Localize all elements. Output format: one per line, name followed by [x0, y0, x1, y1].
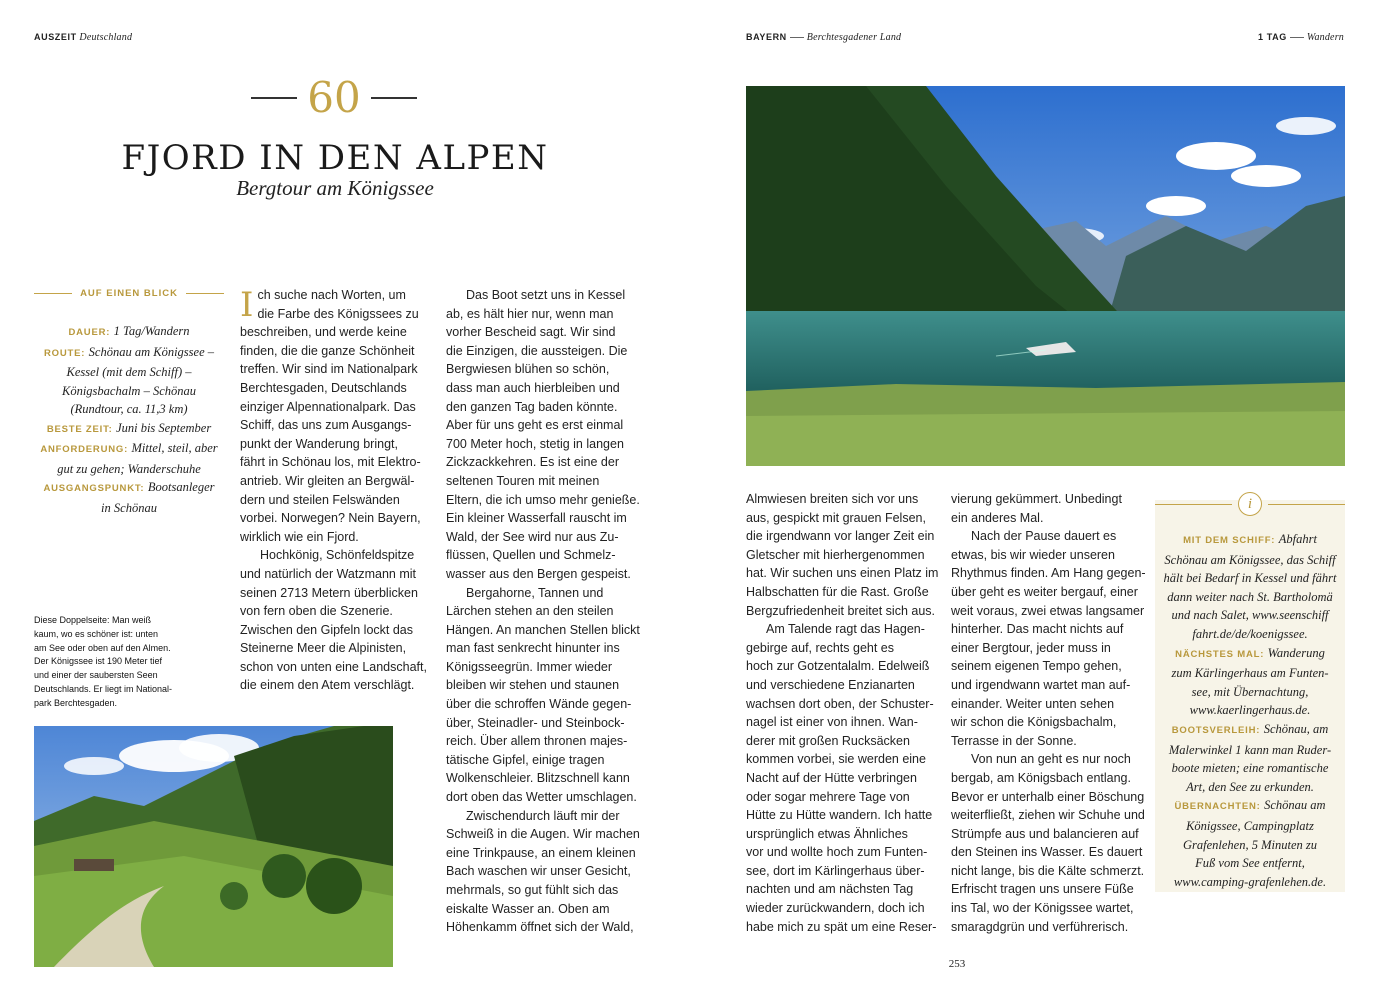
text-line: seinen 2713 Metern überblicken: [240, 585, 418, 600]
article-column-4: [951, 490, 1146, 936]
text-line: den Steinen ins Wasser. Es dauert: [951, 845, 1143, 860]
info-line: Art, den See zu erkunden.: [1186, 779, 1314, 794]
text-line: Aber für uns geht es erst einmal: [446, 418, 624, 433]
text-line: Nacht auf der Hütte verbringen: [746, 770, 917, 785]
text-line: beschreiben, und werde keine: [240, 325, 407, 340]
glance-line: DAUER: 1 Tag/Wandern: [68, 324, 190, 338]
info-line: www.camping-grafenlehen.de.: [1173, 874, 1327, 889]
text-line: über geht es weiter bergauf, einer: [951, 584, 1138, 599]
text-line: 700 Meter hoch, stetig in langen: [446, 436, 624, 451]
caption-line: kaum, wo es schöner ist: unten: [34, 628, 159, 639]
text-line: nachten und am nächsten Tag: [746, 882, 914, 897]
article-column-2: [446, 286, 640, 937]
text-line: tätische Gipfel, einige tragen: [446, 752, 605, 767]
text-line: wasser aus den Bergen gespeist.: [446, 566, 631, 581]
text-line: nicht lange, bis die Kälte schmerzt.: [951, 863, 1145, 878]
text-line: nagel ist einer von ihnen. Wan-: [746, 715, 918, 730]
caption-line: park Berchtesgaden.: [34, 697, 118, 708]
text-line: Königsseegrün. Immer wieder: [446, 659, 613, 674]
caption-line: Diese Doppelseite: Man weiß: [34, 615, 152, 625]
text-line: eine Trinkpause, an einem kleinen: [446, 845, 636, 860]
meadow-photo: [34, 726, 393, 967]
info-line: dann weiter nach St. Bartholomä: [1167, 589, 1333, 604]
text-line: Schweiß in die Augen. Wir machen: [446, 827, 640, 842]
page-number: 253: [948, 958, 966, 970]
text-line: oder sogar mehrere Tage von: [746, 789, 910, 804]
text-line: eiskalte Wasser an. Oben am: [446, 901, 610, 916]
text-line: vierung gekümmert. Unbedingt: [951, 492, 1122, 506]
info-line: BOOTSVERLEIH: Schönau, am: [1171, 721, 1329, 736]
glance-line: Kessel (mit dem Schiff) –: [66, 365, 192, 379]
glance-facts: [34, 322, 224, 517]
info-line: ÜBERNACHTEN: Schönau am: [1174, 798, 1326, 813]
text-line: Zwischen den Gipfeln lockt das: [240, 622, 414, 637]
info-line: Schönau am Königssee, das Schiff: [1164, 552, 1336, 567]
text-line: flüssen, Quellen und Schmelz-: [446, 548, 616, 563]
text-line: mehrmals, so gut fühlt sich das: [446, 883, 619, 897]
text-line: treffen. Wir sind im Nationalpark: [240, 362, 418, 377]
drop-cap: I: [240, 285, 254, 325]
text-line: finden, die die ganze Schönheit: [240, 343, 415, 358]
text-line: und natürlich der Watzmann mit: [240, 566, 417, 581]
text-line: Wald, der See wird nur aus Zu-: [446, 529, 619, 544]
text-line: Nach der Pause dauert es: [971, 529, 1117, 544]
info-line: Fuß vom See entfernt,: [1195, 856, 1305, 871]
info-line: Königssee, Campingplatz: [1186, 818, 1314, 833]
text-line: vor und wollte hoch zum Funten-: [746, 845, 928, 860]
text-line: von fern oben die Szenerie.: [240, 604, 393, 619]
text-line: Hängen. An manchen Stellen blickt: [446, 622, 640, 637]
info-line: und nach Salet, www.seenschiff: [1171, 608, 1329, 623]
caption-line: am See oder oben auf den Almen.: [34, 642, 171, 653]
running-header-left: AUSZEIT Deutschland: [34, 32, 133, 43]
text-line: hat. Wir suchen uns einen Platz im: [746, 566, 939, 581]
text-line: wirklich wie ein Fjord.: [240, 529, 359, 544]
caption-line: Deutschlands. Er liegt im National-: [34, 683, 173, 694]
info-line: Grafenlehen, 5 Minuten zu: [1182, 837, 1317, 852]
text-line: über, Steinadler- und Steinbock-: [446, 715, 625, 730]
text-line: wir schon die Königsbachalm,: [951, 715, 1117, 730]
text-line: weit voraus, zwei etwas langsamer: [951, 603, 1145, 618]
text-line: Halbschatten für die Rast. Große: [746, 584, 929, 599]
glance-line: in Schönau: [101, 500, 157, 515]
glance-heading: AUF EINEN BLICK: [34, 288, 224, 299]
text-line: seinem eigenen Tempo gehen,: [951, 659, 1122, 674]
info-line: hält bei Bedarf in Kessel und fährt: [1163, 571, 1337, 586]
glance-line: BESTE ZEIT: Juni bis September: [46, 420, 212, 435]
text-line: Am Talende ragt das Hagen-: [766, 622, 925, 637]
text-line: smaragdgrün und verführerisch.: [951, 919, 1129, 934]
text-line: dass man auch hierbleiben und: [446, 380, 620, 395]
info-line: NÄCHSTES MAL: Wanderung: [1175, 645, 1325, 660]
text-line: Ein kleiner Wasserfall rauscht im: [446, 511, 627, 526]
text-line: Bergahorne, Tannen und: [466, 585, 604, 600]
text-line: wachsen dort oben, der Schuster-: [746, 696, 934, 711]
page-subtitle: Bergtour am Königssee: [236, 176, 434, 200]
text-line: den ganzen Tag baden könnte.: [446, 399, 618, 414]
text-line: Almwiesen breiten sich vor uns: [746, 492, 919, 506]
text-line: hinterher. Das macht nichts auf: [951, 622, 1124, 637]
info-icon: i: [1238, 492, 1262, 516]
text-line: ursprünglich etwas Ähnliches: [746, 826, 908, 841]
article-column-3: [746, 490, 939, 936]
koenigssee-photo: [746, 86, 1345, 466]
info-box-header: [1155, 492, 1345, 516]
glance-line: (Rundtour, ca. 11,3 km): [70, 402, 188, 416]
tour-number: 60: [250, 72, 418, 124]
text-line: wieder zurückwandern, doch ich: [746, 901, 925, 916]
info-line: fahrt.de/de/koenigssee.: [1192, 626, 1308, 641]
text-line: einer Bergtour, jeder muss in: [951, 640, 1111, 655]
text-line: seltenen Touren mit meinen: [446, 473, 600, 488]
running-header-right: 1 TAG Wandern: [1258, 32, 1344, 43]
info-line: Malerwinkel 1 kann man Ruder-: [1168, 742, 1332, 757]
text-line: Bach waschen wir unser Gesicht,: [446, 864, 631, 879]
text-line: Gletscher mit hierhergenommen: [746, 547, 925, 562]
text-line: vorbei. Norwegen? Nein Bayern,: [240, 511, 421, 526]
text-line: Schiff, das uns zum Ausgangs-: [240, 418, 412, 433]
caption-line: und einer der saubersten Seen: [34, 670, 158, 681]
page-title: FJORD IN DEN ALPEN: [121, 138, 549, 178]
text-line: kommen vorbei, sie werden eine: [746, 752, 926, 767]
text-line: und irgendwann wartet man auf-: [951, 677, 1131, 692]
text-line: Von nun an geht es nur noch: [971, 752, 1131, 767]
text-line: man fast senkrecht hinunter ins: [446, 641, 620, 656]
text-line: Das Boot setzt uns in Kessel: [466, 288, 626, 302]
text-line: dern und steilen Felswänden: [240, 492, 400, 507]
text-line: Steinerne Meer die Alpinisten,: [240, 641, 407, 656]
article-column-1: I ch suche nach Worten, um die Farbe des Königssees zu beschreiben, und werde keine finden, die die ganze Schönheit treffen. Wir sind im Nationalpark Berchtesgaden, Deutschlands einziger Alpennationalpark. Das Schiff, das uns zum Ausgangs- punkt der Wanderung bringt, fährt in Schönau los, mit Elektro- antrieb. Wir gleiten an Bergwäl- dern und steilen Felswänden vorbei. Norwegen? Nein Bayern, wirklich wie ein Fjord. Hochkönig, Schönfeldspitze und natürlich der Watzmann mit seinen 2713 Metern überblicken von fern oben die Szenerie. Zwischen den Gipfeln lockt das Steinerne Meer die Alpinisten, schon von unten eine Landschaft, die einem den Atem verschlägt.: [240, 286, 430, 695]
text-line: Hütte zu Hütte wandern. Ich hatte: [746, 808, 933, 823]
text-line: Wolkenschleier. Blitzschnell kann: [446, 771, 630, 786]
text-line: dort oben das Wetter umschlagen.: [446, 790, 637, 805]
text-line: Bergzufriedenheit breitet sich aus.: [746, 603, 935, 618]
text-line: Terrasse in der Sonne.: [951, 733, 1077, 748]
text-line: ins Tal, wo der Königssee wartet,: [951, 901, 1134, 916]
glance-line: Königsbachalm – Schönau: [61, 383, 197, 398]
caption-line: Der Königssee ist 190 Meter tief: [34, 656, 163, 667]
text-line: punkt der Wanderung bringt,: [240, 436, 398, 451]
text-line: und verschiedene Enzianarten: [746, 677, 915, 692]
text-line: Berchtesgaden, Deutschlands: [240, 380, 407, 395]
text-line: Zickzackkehren. Es ist eine der: [446, 455, 619, 470]
text-line: über die schroffen Wände gegen-: [446, 697, 632, 712]
text-line: die irgendwann vor langer Zeit ein: [746, 529, 935, 544]
info-line: MIT DEM SCHIFF: Abfahrt: [1183, 532, 1317, 546]
text-line: derer mit großen Rucksäcken: [746, 733, 910, 748]
text-line: Lärchen stehen an den steilen: [446, 604, 614, 619]
text-line: Erfrischt tragen uns unsere Füße: [951, 882, 1134, 897]
text-line: schon von unten eine Landschaft,: [240, 659, 427, 674]
text-line: habe mich zu spät um eine Reser-: [746, 919, 937, 934]
glance-line: ROUTE: Schönau am Königssee –: [44, 344, 214, 359]
info-line: boote mieten; eine romantische: [1171, 761, 1329, 776]
glance-line: AUSGANGSPUNKT: Bootsanleger: [43, 480, 215, 494]
text-line: einziger Alpennationalpark. Das: [240, 399, 416, 414]
text-line: etwas, bis wir wieder unseren: [951, 547, 1115, 562]
glance-line: ANFORDERUNG: Mittel, steil, aber: [40, 441, 218, 455]
text-line: aus, gespickt mit grauen Felsen,: [746, 510, 926, 525]
text-line: einander. Weiter unten sehen: [951, 696, 1115, 711]
info-line: zum Kärlingerhaus am Funten-: [1171, 666, 1329, 681]
text-line: Eltern, die ich umso mehr genieße.: [446, 492, 640, 507]
text-line: ab, es hält hier nur, wenn man: [446, 306, 614, 321]
text-line: die Einzigen, die aussteigen. Die: [446, 343, 628, 358]
glance-line: gut zu gehen; Wanderschuhe: [57, 461, 201, 476]
text-line: antrieb. Wir gleiten an Bergwäl-: [240, 473, 415, 488]
text-line: weiterfließt, ziehen wir Schuhe und: [951, 808, 1145, 823]
info-line: see, mit Übernachtung,: [1191, 684, 1309, 699]
text-line: Zwischendurch läuft mir der: [466, 808, 620, 823]
info-line: www.kaerlingerhaus.de.: [1189, 703, 1311, 718]
text-line: hoch zur Gotzentalalm. Edelweiß: [746, 659, 930, 674]
text-line: Bevor er unterhalb einer Böschung: [951, 789, 1145, 804]
photo-caption: [34, 614, 184, 711]
text-line: fährt in Schönau los, mit Elektro-: [240, 455, 421, 470]
text-line: die einem den Atem verschlägt.: [240, 678, 415, 693]
text-line: gebirge auf, rechts geht es: [746, 640, 895, 655]
text-line: ein anderes Mal.: [951, 510, 1044, 525]
text-line: Höhenkamm öffnet sich der Wald,: [446, 920, 634, 935]
text-line: bleiben wir stehen und staunen: [446, 678, 620, 693]
text-line: bergab, am Königsbach entlang.: [951, 770, 1131, 785]
running-header-middle: BAYERN Berchtesgadener Land: [746, 32, 902, 43]
text-line: reich. Über allem thronen majes-: [446, 734, 628, 749]
text-line: Bergwiesen blühen so schön,: [446, 362, 610, 377]
text-line: vorher Bescheid sagt. Wir sind: [446, 325, 616, 340]
text-line: see, dort im Kärlingerhaus über-: [746, 863, 925, 878]
text-line: Rhythmus finden. Am Hang gegen-: [951, 566, 1146, 581]
text-line: Strümpfe aus und balancieren auf: [951, 826, 1139, 841]
info-text: [1160, 530, 1340, 891]
text-line: Hochkönig, Schönfeldspitze: [260, 548, 415, 563]
